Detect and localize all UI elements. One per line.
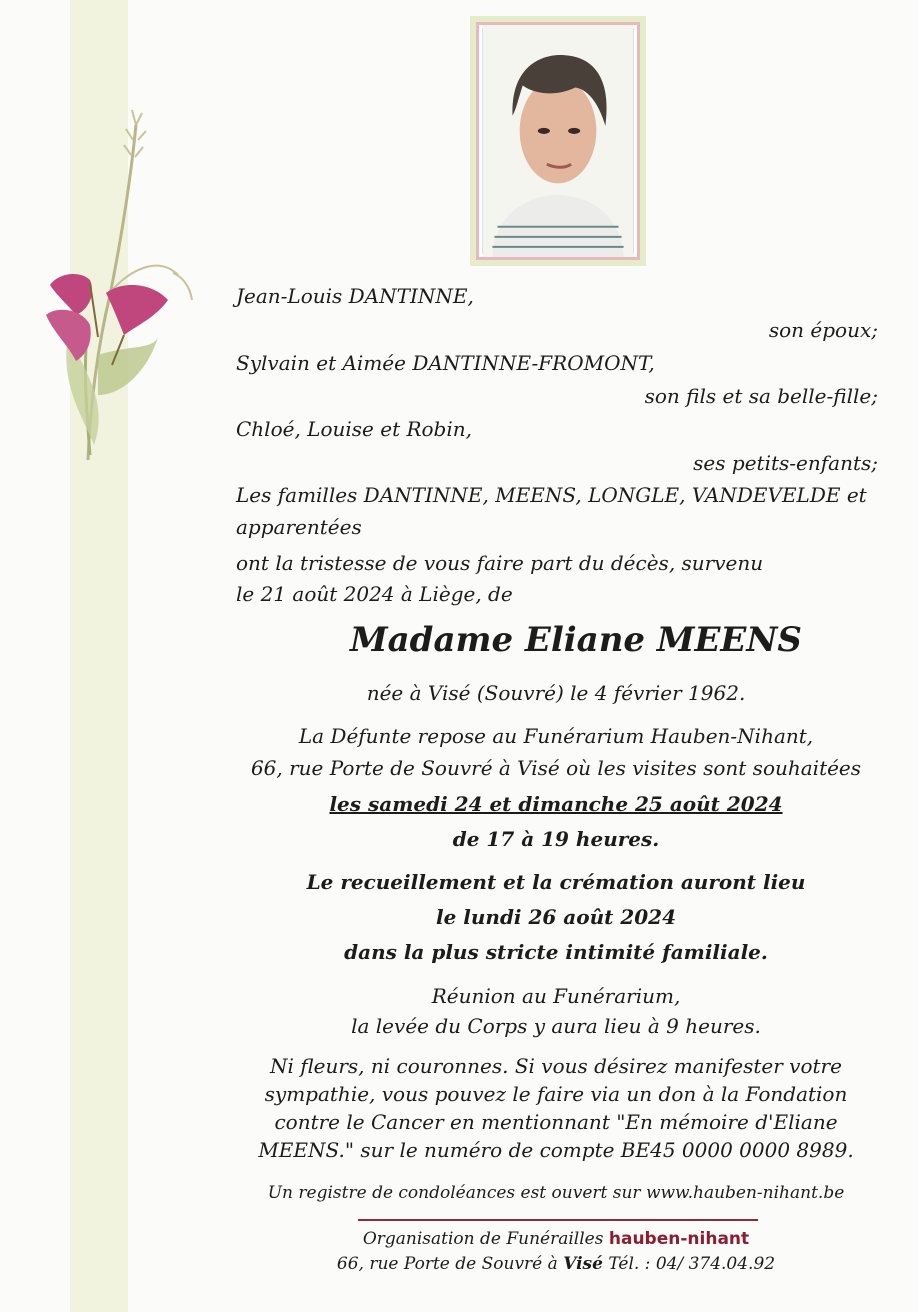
footer-org-prefix: Organisation de Funérailles (362, 1229, 604, 1249)
family-grandchildren-names: Chloé, Louise et Robin, (236, 417, 472, 441)
condolence-registry: Un registre de condoléances est ouvert sur www.hauben-nihant.be (267, 1183, 845, 1203)
family-son-role: son fils et sa belle-fille; (644, 384, 878, 408)
ceremony-date: le lundi 26 août 2024 (435, 905, 676, 929)
visitation-hours: de 17 à 19 heures. (452, 827, 660, 851)
visitation-line-2: 66, rue Porte de Souvré à Visé où les visites sont souhaitées (250, 756, 862, 780)
calla-lily-illustration (28, 105, 218, 475)
donation-line-1: Ni fleurs, ni couronnes. Si vous désirez manifester votre (270, 1054, 842, 1078)
portrait-photo (479, 25, 637, 257)
ceremony-line-3: dans la plus stricte intimité familiale. (344, 940, 768, 964)
family-relatives-line-1: Les familles DANTINNE, MEENS, LONGLE, VANDEVELDE et (236, 483, 867, 507)
donation-line-3: contre le Cancer en mentionnant "En mémoire d'Eliane (274, 1110, 838, 1134)
ceremony-line-1: Le recueillement et la crémation auront lieu (306, 870, 806, 894)
meeting-line-2: la levée du Corps y aura lieu à 9 heures. (351, 1014, 761, 1038)
visitation-dates: les samedi 24 et dimanche 25 août 2024 (329, 792, 783, 816)
footer-address-city: Visé (563, 1254, 603, 1274)
family-grandchildren-role: ses petits-enfants; (693, 451, 878, 475)
deceased-name: Madame Eliane MEENS (350, 620, 802, 660)
donation-line-2: sympathie, vous pouvez le faire via un don à la Fondation (264, 1082, 848, 1106)
meeting-line-1: Réunion au Funérarium, (431, 984, 681, 1008)
family-son-name: Sylvain et Aimée DANTINNE-FROMONT, (236, 351, 655, 375)
family-relatives-line-2: apparentées (236, 515, 362, 539)
portrait-frame (470, 16, 646, 266)
footer-address-street: 66, rue Porte de Souvré à (336, 1254, 558, 1274)
family-spouse-name: Jean-Louis DANTINNE, (236, 284, 474, 308)
footer-address (196, 1254, 916, 1274)
birth-info: née à Visé (Souvré) le 4 février 1962. (366, 681, 746, 705)
announcement-line-2: le 21 août 2024 à Liège, de (236, 582, 513, 606)
announcement-line-1: ont la tristesse de vous faire part du décès, survenu (236, 551, 764, 575)
donation-line-4: MEENS." sur le numéro de compte BE45 0000 0000 8989. (258, 1138, 854, 1162)
footer-organisation (196, 1229, 916, 1249)
footer-phone: Tél. : 04/ 374.04.92 (608, 1254, 776, 1274)
brand-logo: hauben-nihant (608, 1229, 750, 1249)
footer-divider (358, 1219, 758, 1221)
family-spouse-role: son époux; (768, 318, 878, 342)
visitation-line-1: La Défunte repose au Funérarium Hauben-Nihant, (298, 724, 814, 748)
